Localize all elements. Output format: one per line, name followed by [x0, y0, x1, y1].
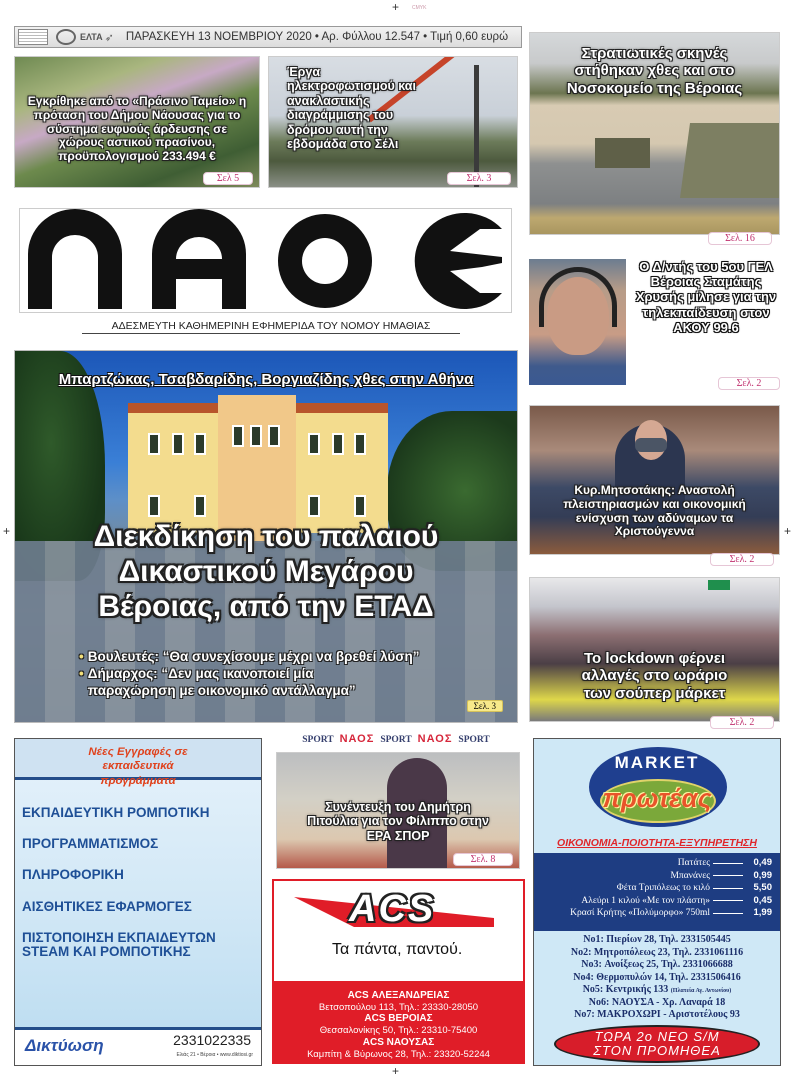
story-text: Κυρ.Μητσοτάκης: Αναστολή πλειστηριασμών και οικονομική ενίσχυση των αδύναμων τα Χριστούγεννα: [563, 483, 746, 539]
main-bullets: [79, 649, 419, 700]
registration-mark-top: +: [392, 0, 400, 14]
market-slogan: ΟΙΚΟΝΟΜΙΑ-ΠΟΙΟΤΗΤΑ-ΕΞΥΠΗΡΕΤΗΣΗ: [557, 837, 757, 849]
price-value: 0,99: [753, 869, 772, 881]
price-item: Μπανάνες: [670, 870, 710, 881]
price-item: Πατάτες: [677, 858, 710, 868]
course-list: [15, 780, 261, 959]
story-mitsotakis[interactable]: [529, 405, 780, 555]
course-item: ΠΛΗΡΟΦΟΡΙΚΗ: [22, 867, 124, 883]
store-item: No2: Μητροπόλεως 23, Τηλ. 2331061116: [570, 946, 744, 958]
story-text: Εγκρίθηκε από το «Πράσινο Ταμείο» η πρόταση του Δήμου Νάουσας για το σύστημα ευφυούς άρδευσης σε χώρους αστικού πρασίνου, προϋπολογισμού 233.494 €: [27, 94, 247, 164]
page-ref: Σελ. 8: [453, 853, 513, 866]
diktyosi-logo: Δικτύωση: [25, 1036, 104, 1055]
store-list: [534, 934, 780, 1022]
ad-diktyosi[interactable]: [14, 738, 262, 1066]
story-interview-text[interactable]: Ο Δ/ντής του 5ου ΓΕΛ Βέροιας Σταμάτης Χρυσής μίλησε για την τηλεκπαίδευση στον ΑΚΟΥ 99.6: [635, 259, 777, 335]
branch-name: ACS ΒΕΡΟΙΑΣ: [364, 1013, 433, 1025]
market-name: πρωτέας: [602, 783, 712, 813]
masthead-logo: [19, 208, 512, 313]
branch-address: Βετσοπούλου 113, Τηλ.: 23330-28050: [318, 1002, 479, 1013]
sport-label: SPORT: [302, 735, 334, 745]
naos-logo: [20, 209, 511, 312]
price-value: 0,45: [753, 894, 772, 906]
ad-phone: 2331022335: [173, 1032, 251, 1048]
sport-header: [276, 733, 516, 747]
story-text: Έργα ηλεκτροφωτισμού και ανακλαστικής διαγράμμισης του δρόμου αυτή την εβδομάδα στο Σέλι: [287, 65, 416, 151]
tent-graphic: [680, 123, 780, 198]
courthouse-graphic: [128, 403, 388, 533]
store-item: No3: Ανοίξεως 25, Τηλ. 2331066688: [581, 959, 733, 970]
course-item: ΕΚΠΑΙΔΕΥΤΙΚΗ ΡΟΜΠΟΤΙΚΗ: [22, 805, 210, 820]
store-note: (Πλατεία Αγ. Αντωνίου): [670, 988, 732, 994]
cmyk-mark: CMYK: [412, 5, 427, 11]
store-item: [534, 984, 780, 997]
acs-slogan: Τα πάντα, παντού.: [332, 941, 463, 958]
branch-address: Καμπίτη & Βύρωνος 28, Τηλ.: 23320-52244: [307, 1048, 490, 1060]
price-item: Φέτα Τριπόλεως το κιλό: [616, 883, 710, 893]
acs-logo: ACS: [349, 888, 436, 930]
page-ref: Σελ. 2: [710, 716, 774, 729]
exit-sign-graphic: [708, 580, 730, 590]
store-item: No7: ΜΑΚΡΟΧΩΡΙ - Αριστοτέλους 93: [574, 1009, 740, 1020]
page-ref: Σελ. 16: [708, 232, 772, 245]
story-seli-works[interactable]: [268, 56, 518, 188]
price-value: 0,49: [753, 857, 772, 868]
price-row: [534, 895, 772, 908]
ad-acs[interactable]: [272, 879, 525, 1064]
sport-brand: ΝΑΟΣ: [339, 733, 375, 745]
store-item: No1: Πιερίων 28, Τηλ. 2331505445: [583, 934, 731, 945]
page-ref: Σελ. 3: [467, 700, 503, 712]
bullet-icon: •: [79, 665, 84, 681]
ad-header: Νέες Εγγραφές σε εκπαιδευτικά προγράμματα: [15, 739, 261, 780]
page-ref: Σελ. 2: [710, 553, 774, 566]
course-item: ΠΙΣΤΟΠΟΙΗΣΗ ΕΚΠΑΙΔΕΥΤΩΝ STEAM ΚΑΙ ΡΟΜΠΟΤΙΚΗΣ: [22, 929, 216, 959]
promo-oval: [554, 1025, 760, 1063]
masthead-tagline: ΑΔΕΣΜΕΥΤΗ ΚΑΘΗΜΕΡΙΝΗ ΕΦΗΜΕΡΙΔΑ ΤΟΥ ΝΟΜΟΥ ΗΜΑΘΙΑΣ: [82, 320, 460, 334]
story-sport[interactable]: [276, 752, 520, 869]
story-text: Στρατιωτικές σκηνές στήθηκαν χθες και στο Νοσοκομείο της Βέροιας: [566, 45, 743, 97]
price-value: 5,50: [753, 882, 772, 893]
distributor-logo: ΕΛΤΑ: [80, 32, 103, 42]
price-row: [534, 870, 772, 883]
header-bar: [14, 26, 522, 48]
sport-brand: ΝΑΟΣ: [417, 733, 453, 745]
bird-icon: ➶: [104, 31, 114, 44]
branch-name: ACS ΝΑΟΥΣΑΣ: [362, 1036, 435, 1048]
store-text: No5: Κεντρικής 133: [582, 984, 669, 995]
postal-stamp-icon: [18, 29, 48, 45]
branch-address: Θεσσαλονίκης 50, Τηλ.: 23310-75400: [319, 1025, 478, 1037]
ad-footer: [15, 1027, 261, 1065]
price-row: [534, 882, 772, 895]
registration-mark-left: +: [3, 524, 11, 538]
registration-mark-right: +: [784, 524, 792, 538]
main-story[interactable]: [14, 350, 518, 723]
promo-line: ΣΤΟΝ ΠΡΟΜΗΘΕΑ: [593, 1043, 721, 1059]
main-kicker: Μπαρτζώκας, Τσαβδαρίδης, Βοργιαζίδης χθες στην Αθήνα: [58, 371, 474, 388]
dateline: ΠΑΡΑΣΚΕΥΗ 13 ΝΟΕΜΒΡΙΟΥ 2020 • Αρ. Φύλλου 12.547 • Τιμή 0,60 ευρώ: [125, 31, 509, 43]
course-item: ΑΙΣΘΗΤΙΚΕΣ ΕΦΑΡΜΟΓΕΣ: [22, 898, 192, 914]
elta-seal-icon: [56, 29, 76, 45]
story-green-fund[interactable]: [14, 56, 260, 188]
mask-graphic: [635, 438, 667, 452]
pole-graphic: [474, 65, 479, 187]
ad-address: Ελιάς 21 • Βέροια • www.diktiosi.gr: [176, 1052, 253, 1058]
main-headline: Διεκδίκηση του παλαιού Δικαστικού Μεγάρου Βέροιας, από την ΕΤΑΔ: [93, 520, 439, 624]
ad-market-proteas[interactable]: [533, 738, 781, 1066]
store-item: No6: ΝΑΟΥΣΑ - Χρ. Λαναρά 18: [588, 996, 726, 1008]
acs-branches: [274, 981, 523, 1064]
page-ref: Σελ. 2: [718, 377, 780, 390]
registration-mark-bottom: +: [392, 1064, 400, 1078]
story-hospital-tents[interactable]: [529, 32, 780, 235]
price-value: 1,99: [753, 907, 772, 918]
price-row: [534, 907, 772, 920]
story-text: Συνέντευξη του Δημήτρη Πιτούλια για τον Φίλιππο στην ΕΡΑ ΣΠΟΡ: [307, 800, 489, 843]
page-ref: Σελ 5: [203, 172, 253, 185]
story-text: Το lockdown φέρνει αλλαγές στο ωράριο των σούπερ μάρκετ: [581, 650, 728, 702]
promo-line: ΤΩΡΑ 2ο ΝΕΟ S/M: [594, 1029, 720, 1044]
bullet-icon: •: [79, 649, 84, 664]
sport-label: SPORT: [458, 735, 490, 745]
price-row: [534, 857, 772, 870]
truck-graphic: [595, 138, 650, 168]
story-lockdown[interactable]: [529, 577, 780, 722]
bullet-text: Δήμαρχος: “Δεν μας ικανοποιεί μία παραχώρηση με οικονομικό αντάλλαγμα”: [87, 665, 356, 698]
price-item: Αλεύρι 1 κιλού «Με τον πλάστη»: [581, 895, 710, 906]
story-interview-photo[interactable]: [529, 259, 626, 385]
headphones-graphic: [539, 267, 617, 327]
price-item: Κρασί Κρήτης «Πολύμορφο» 750ml: [570, 908, 710, 918]
market-label: MARKET: [614, 753, 700, 772]
course-item: ΠΡΟΓΡΑΜΜΑΤΙΣΜΟΣ: [22, 836, 159, 852]
branch-name: ACS ΑΛΕΞΑΝΔΡΕΙΑΣ: [347, 990, 450, 1001]
page-ref: Σελ. 3: [447, 172, 511, 185]
price-list: [534, 853, 780, 931]
sport-label: SPORT: [380, 735, 412, 745]
store-item: No4: Θερμοπυλών 14, Τηλ. 2331506416: [573, 971, 741, 983]
bullet-text: Βουλευτές: “Θα συνεχίσουμε μέχρι να βρεθεί λύση”: [87, 649, 420, 664]
